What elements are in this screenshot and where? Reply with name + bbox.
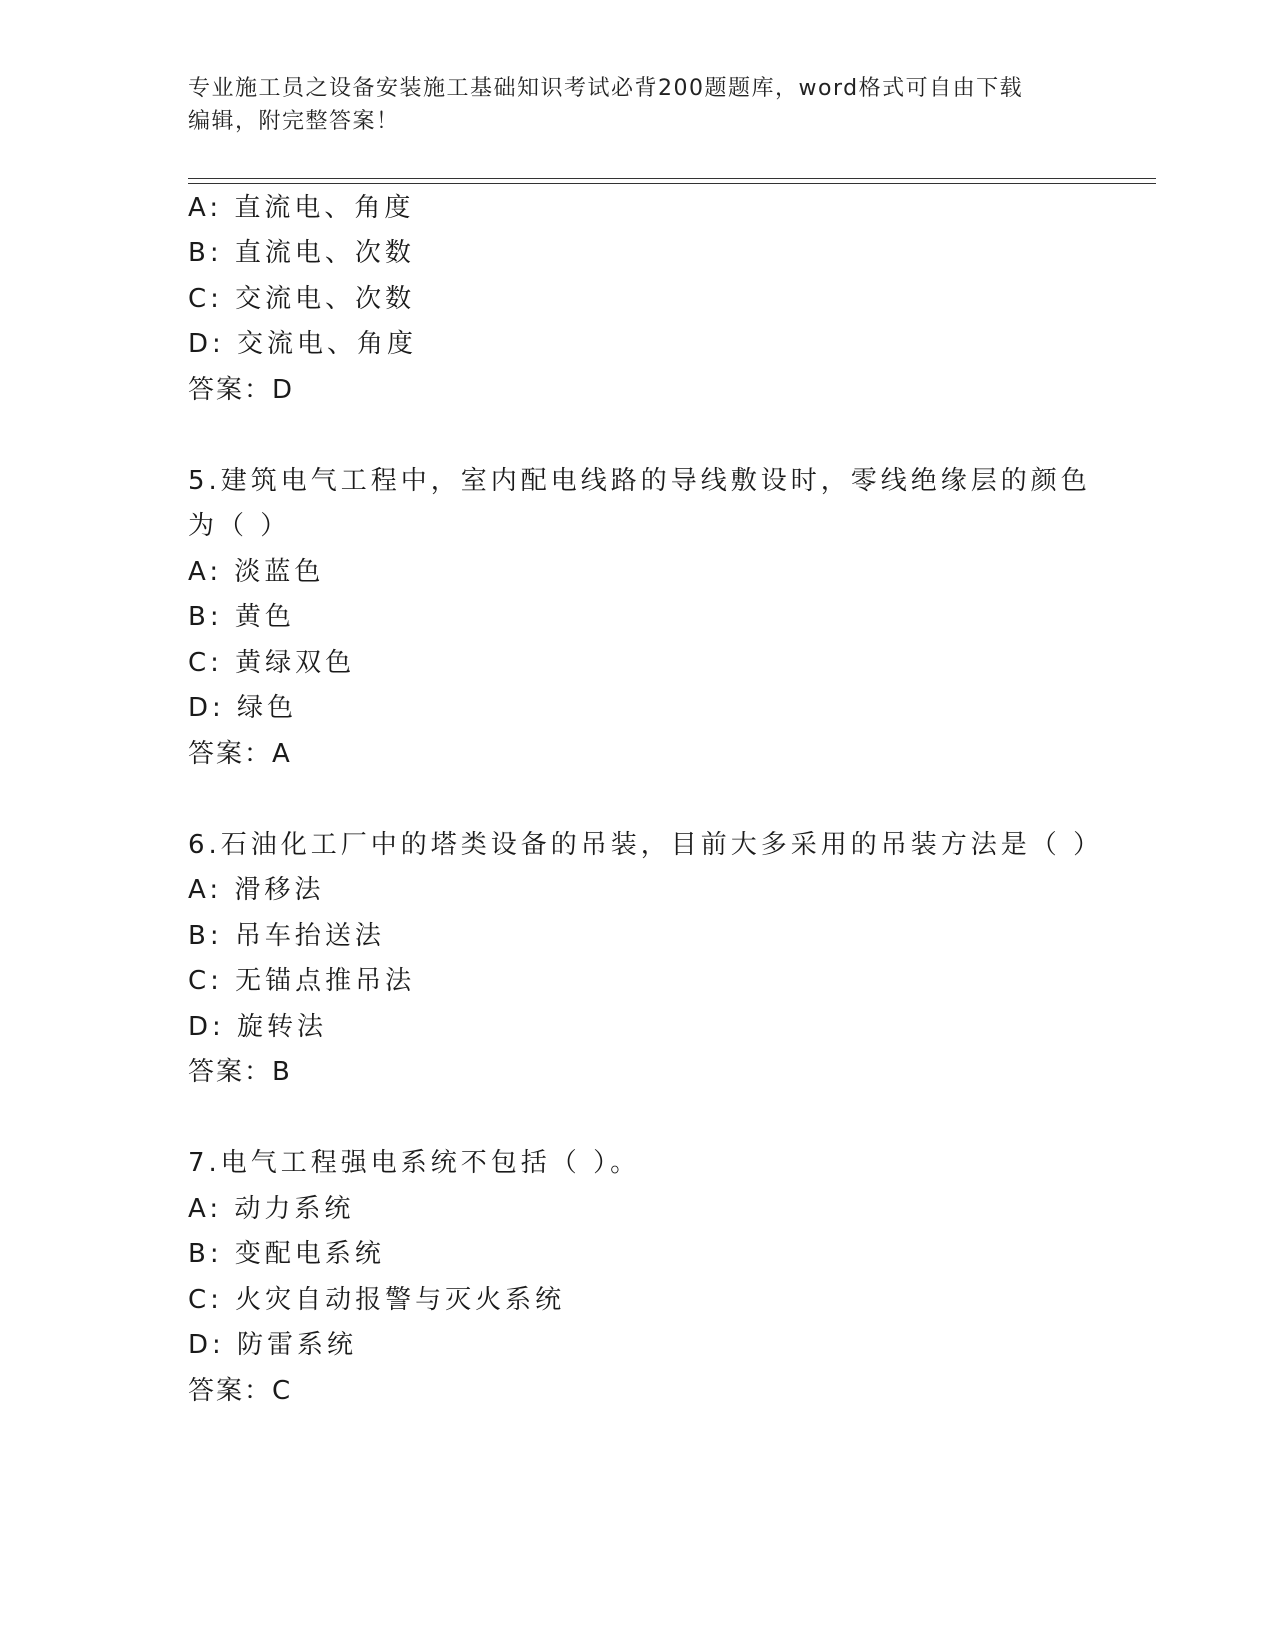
header-title-line-2: 编辑，附完整答案！ (188, 109, 400, 134)
q5-question-line-1: 5.建筑电气工程中，室内配电线路的导线敷设时，零线绝缘层的颜色 (188, 466, 1091, 496)
q4-option-c: C: 交流电、次数 (188, 284, 416, 314)
q7-question-line-1: 7.电气工程强电系统不包括（ ）。 (188, 1148, 641, 1178)
q6-option-d: D: 旋转法 (188, 1012, 328, 1042)
q5-option-c: C: 黄绿双色 (188, 648, 356, 678)
q7-option-c: C: 火灾自动报警与灭火系统 (188, 1285, 566, 1315)
q4-option-b: B: 直流电、次数 (188, 238, 415, 268)
q4-answer: 答案：D (188, 375, 295, 405)
q6-option-b: B: 吊车抬送法 (188, 921, 385, 951)
q7-option-d: D: 防雷系统 (188, 1330, 358, 1360)
header-divider-bottom (188, 183, 1156, 184)
q6-answer: 答案：B (188, 1057, 292, 1087)
q5-option-b: B: 黄色 (188, 602, 295, 632)
q6-option-c: C: 无锚点推吊法 (188, 966, 416, 996)
q5-answer: 答案：A (188, 739, 292, 769)
header-title-line-1: 专业施工员之设备安装施工基础知识考试必背200题题库，word格式可自由下载 (188, 76, 1024, 101)
header-divider-top (188, 178, 1156, 179)
q7-option-b: B: 变配电系统 (188, 1239, 385, 1269)
q5-option-a: A: 淡蓝色 (188, 557, 325, 587)
q4-option-d: D: 交流电、角度 (188, 329, 418, 359)
q6-question-line-1: 6.石油化工厂中的塔类设备的吊装，目前大多采用的吊装方法是（ ） (188, 830, 1104, 860)
q5-question-line-2: 为（ ） (188, 511, 291, 541)
q7-option-a: A: 动力系统 (188, 1194, 355, 1224)
q4-option-a: A: 直流电、角度 (188, 193, 415, 223)
q5-option-d: D: 绿色 (188, 693, 298, 723)
q6-option-a: A: 滑移法 (188, 875, 325, 905)
document-header (188, 72, 1068, 138)
q7-answer: 答案：C (188, 1376, 293, 1406)
